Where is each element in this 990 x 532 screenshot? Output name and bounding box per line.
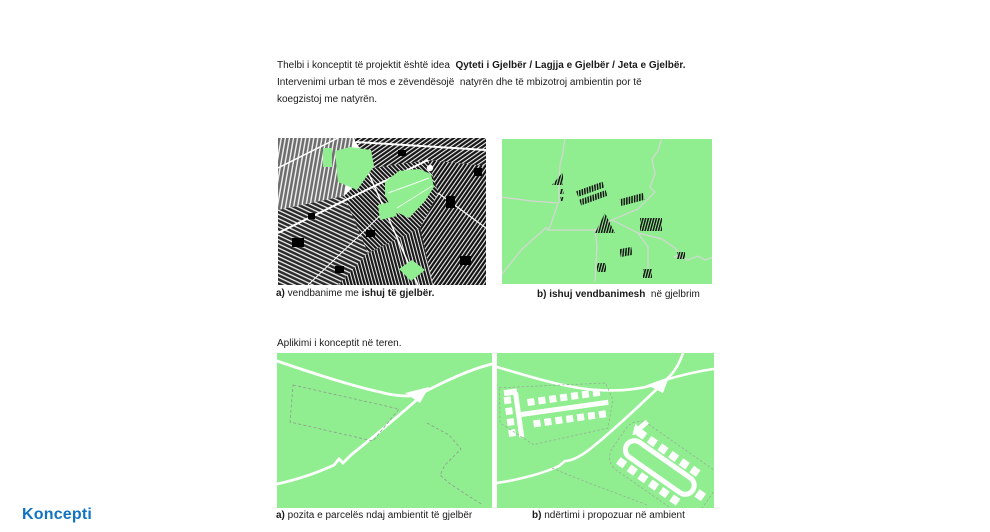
- figure-a2-caption: a) pozita e parcelës ndaj ambientit të gjelbër: [276, 510, 473, 521]
- figure-b2-proposal-map: [497, 353, 714, 508]
- proposal-map-image: [497, 353, 714, 508]
- figure-b1-green-map: [502, 139, 712, 284]
- intro-line-1: Thelbi i konceptit të projektit është idea Qyteti i Gjelbër / Lagjja e Gjelbër / Jeta e Gjelbër.: [277, 60, 686, 71]
- figure-b1-caption: b) ishuj vendbanimesh në gjelbrim: [537, 289, 700, 300]
- figure-a1-caption: a) vendbanime me ishuj të gjelbër.: [276, 288, 435, 299]
- section-label: Aplikimi i konceptit në teren.: [277, 338, 402, 349]
- figure-b2-caption: b) ndërtimi i propozuar në ambient: [532, 510, 685, 521]
- intro-line-3: koegzistoj me natyrën.: [277, 94, 378, 105]
- parcel-map-image: [277, 353, 492, 508]
- intro-paragraph: [277, 57, 767, 108]
- city-map-green-islands-image: [278, 138, 486, 285]
- figure-a1-city-map: [278, 138, 486, 285]
- page-footer-title: Koncepti: [22, 506, 93, 523]
- intro-line-1-bold: Qyteti i Gjelbër / Lagjja e Gjelbër / Jeta e Gjelbër.: [455, 60, 686, 71]
- figure-a2-parcel-map: [277, 353, 492, 508]
- settlement-islands-image: [502, 139, 712, 284]
- intro-line-2: Intervenimi urban të mos e zëvendësojë natyrën dhe të mbizotroj ambientin por të: [277, 77, 642, 88]
- white-spot: [427, 165, 433, 171]
